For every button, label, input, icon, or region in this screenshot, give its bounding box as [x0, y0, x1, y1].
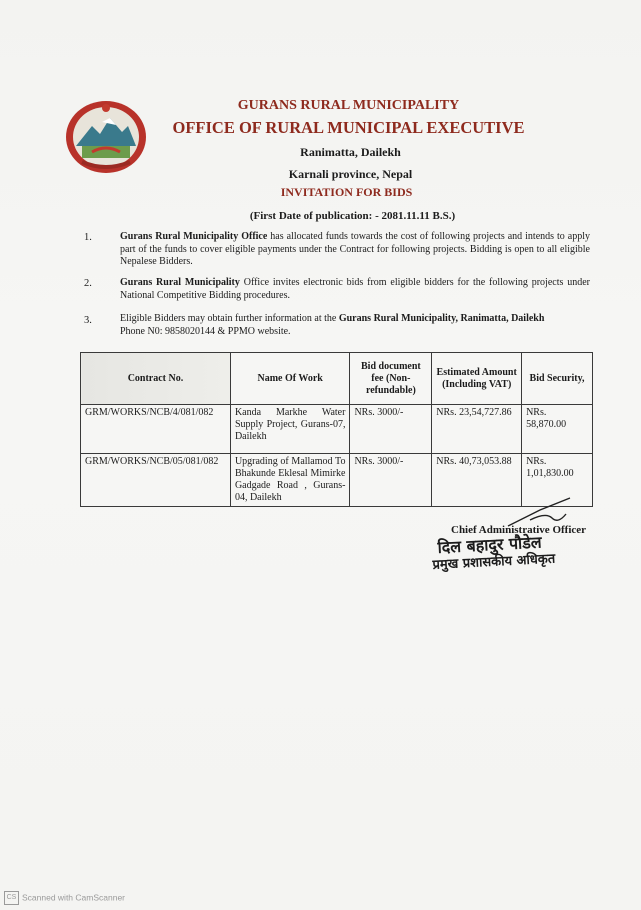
clause-body-text: Office invites electronic bids from eligible bidders for the following projects under National Competitive Bidding procedures. — [120, 277, 590, 301]
office-name: OFFICE OF RURAL MUNICIPAL EXECUTIVE — [172, 118, 525, 137]
bid-security-cell: NRs. 58,870.00 — [522, 405, 593, 454]
clause-text — [120, 231, 590, 269]
work-name-cell: Kanda Markhe Water Supply Project, Gurans-07, Dailekh — [230, 405, 350, 454]
column-header-estimated-amount: Estimated Amount (Including VAT) — [432, 353, 522, 405]
office-address: Ranimatta, Dailekh — [300, 145, 401, 159]
signatory-title: Chief Administrative Officer — [451, 524, 587, 536]
office-province: Karnali province, Nepal — [288, 167, 413, 181]
clause-number: 3. — [84, 315, 92, 326]
bid-fee-cell: NRs. 3000/- — [350, 454, 432, 507]
table-header-row — [81, 353, 593, 405]
column-header-contract-no: Contract No. — [81, 353, 231, 405]
bid-fee-cell: NRs. 3000/- — [350, 405, 432, 454]
signatory-role-nepali: प्रमुख प्रशासकीय अधिकृत — [432, 551, 556, 573]
clause-text — [120, 277, 590, 302]
column-header-name-of-work: Name Of Work — [230, 353, 350, 405]
signatory-name-nepali: दिल बहादुर पौडेल — [437, 532, 543, 557]
clause-bold-text: Gurans Rural Municipality Office — [120, 231, 268, 242]
contract-no-cell: GRM/WORKS/NCB/4/081/082 — [81, 405, 231, 454]
estimated-amount-cell: NRs. 23,54,727.86 — [432, 405, 522, 454]
clause-number: 2. — [84, 278, 92, 289]
clause-text — [120, 313, 590, 338]
contract-no-cell: GRM/WORKS/NCB/05/081/082 — [81, 454, 231, 507]
bids-table — [80, 352, 593, 507]
column-header-bid-fee: Bid document fee (Non-refundable) — [350, 353, 432, 405]
estimated-amount-cell: NRs. 40,73,053.88 — [432, 454, 522, 507]
scanner-text: Scanned with CamScanner — [22, 892, 126, 903]
work-name-cell: Upgrading of Mallamod To Bhakunde Eklesal Mimirke Gadgade Road , Gurans-04, Dailekh — [230, 454, 350, 507]
clause-number: 1. — [84, 232, 92, 243]
publication-date: (First Date of publication: - 2081.11.11 B.S.) — [249, 210, 456, 222]
notice-title: INVITATION FOR BIDS — [280, 185, 413, 199]
column-header-bid-security: Bid Security, — [522, 353, 593, 405]
camscanner-icon: CS — [4, 891, 19, 905]
clause-bold-text: Gurans Rural Municipality, Ranimatta, Dailekh — [338, 313, 545, 324]
clause-bold-text: Gurans Rural Municipality — [120, 277, 240, 288]
table-row — [81, 405, 593, 454]
scanner-watermark — [4, 891, 125, 905]
bid-security-cell: NRs. 1,01,830.00 — [522, 454, 593, 507]
clause-body-text: has allocated funds towards the cost of following projects and intends to apply part of the funds to cover eligible payments under the Contract for following projects. Bidding is open to all eligible Nepalese Bidders. — [120, 231, 590, 267]
municipality-name: GURANS RURAL MUNICIPALITY — [237, 98, 460, 113]
clause-body-text: Eligible Bidders may obtain further information at the — [120, 313, 339, 324]
clause-contact-text: Phone N0: 9858020144 & PPMO website. — [120, 325, 291, 337]
